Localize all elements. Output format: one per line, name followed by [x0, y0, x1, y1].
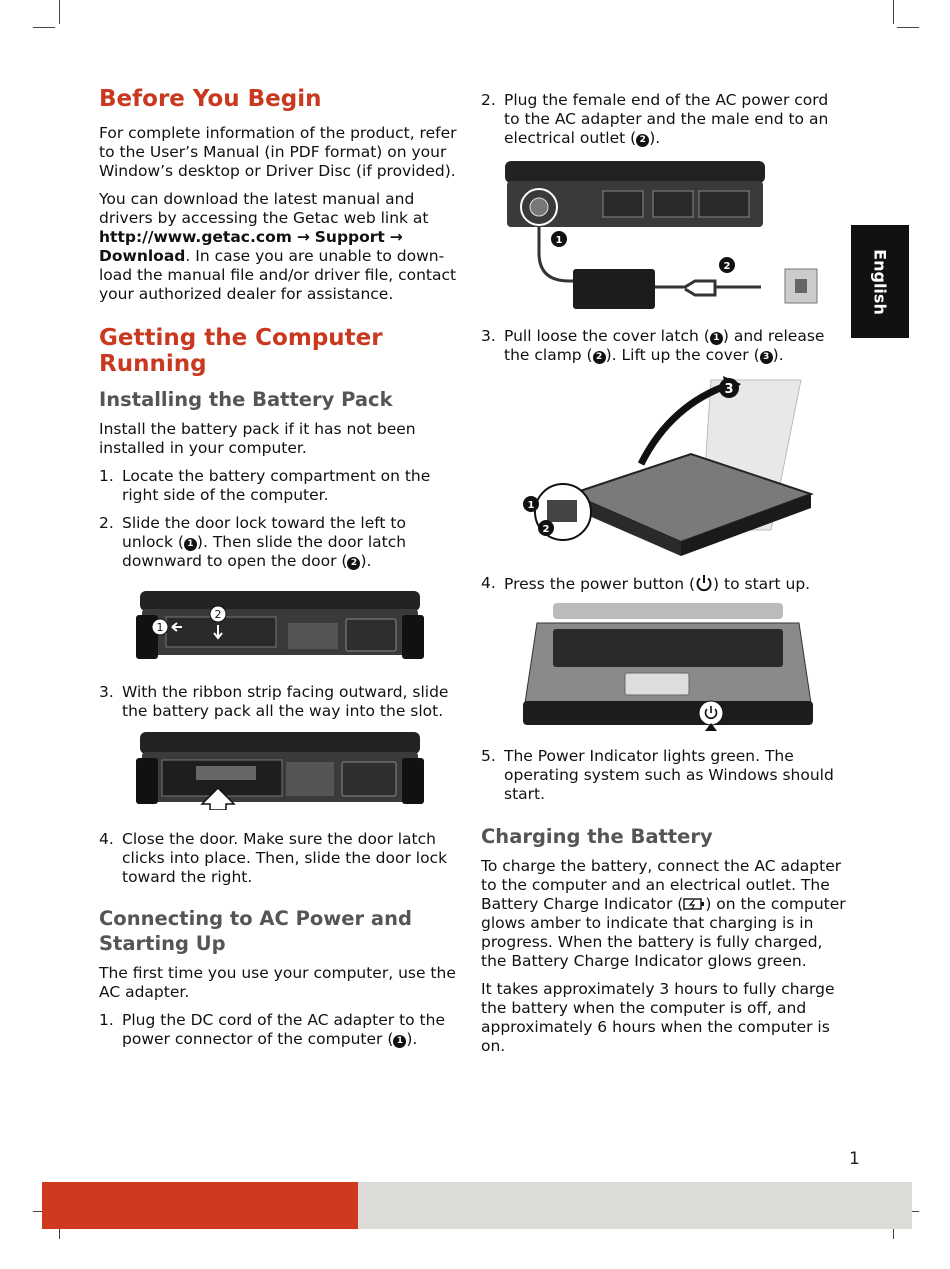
- battery-step-2: [99, 514, 459, 571]
- circled-number-icon: 2: [347, 557, 360, 570]
- before-you-begin-heading: Before You Begin: [99, 86, 322, 112]
- battery-insert-illustration: [136, 730, 426, 810]
- open-cover-illustration: [511, 374, 851, 564]
- charging-paragraph-1: [481, 857, 846, 971]
- footer-bar-red: [42, 1182, 358, 1229]
- installing-battery-heading: Installing the Battery Pack: [99, 388, 393, 411]
- text-span: ). Lift up the cover (: [605, 346, 760, 364]
- ac-step-5: [481, 747, 846, 804]
- text-span: ).: [360, 552, 372, 570]
- text-span: ) to start up.: [713, 575, 811, 593]
- ac-power-heading: Connecting to AC Power and Starting Up: [99, 907, 412, 955]
- ac-adapter-illustration: [503, 157, 843, 317]
- text-span: ).: [649, 129, 661, 147]
- text-span: ).: [772, 346, 784, 364]
- crop-mark: [59, 0, 60, 24]
- step-number: 3.: [481, 327, 496, 345]
- footer-bar-grey: [358, 1182, 912, 1229]
- step-text: [122, 1011, 459, 1049]
- arrow-icon: →: [296, 228, 310, 246]
- crop-mark: [897, 27, 919, 28]
- ac-intro: The first time you use your computer, use the AC adapter.: [99, 964, 456, 1001]
- text-span: Plug the DC cord of the AC adapter to the power connector of the computer (: [122, 1011, 445, 1048]
- language-label: English: [870, 248, 890, 315]
- mark-1-label: 1: [527, 500, 535, 511]
- charging-paragraph-2: It takes approximately 3 hours to fully charge the battery when the computer is off, and approximately 6 hours when the computer is on.: [481, 980, 835, 1055]
- getting-running-heading: Getting the Computer Running: [99, 325, 383, 377]
- circled-number-icon: 2: [636, 134, 649, 147]
- step-text: [504, 91, 846, 148]
- ac-step-1: [99, 1011, 459, 1049]
- mark-3-label: 3: [724, 382, 734, 397]
- text-span: ). Then slide the door latch downward to open the door (: [122, 533, 407, 570]
- circled-number-icon: 1: [393, 1035, 406, 1048]
- battery-step-4: [99, 830, 459, 887]
- battery-charge-icon: [683, 897, 705, 911]
- text-span: ).: [406, 1030, 418, 1048]
- text-span: Plug the female end of the AC power cord to the AC adapter and the male end to an electrical outlet (: [504, 91, 829, 147]
- step-text: Close the door. Make sure the door latch clicks into place. Then, slide the door lock toward the right.: [122, 830, 448, 886]
- step-text: [122, 514, 459, 571]
- crop-mark: [33, 27, 55, 28]
- ac-step-3: [481, 327, 846, 365]
- power-button-illustration: [523, 603, 813, 733]
- getac-link[interactable]: http://www.getac.com: [99, 228, 292, 246]
- before-paragraph-2: [99, 190, 459, 304]
- text-span: ) and release the clamp (: [504, 327, 825, 364]
- mark-1-label: 1: [156, 621, 164, 634]
- battery-door-illustration: [136, 583, 426, 663]
- step-text: Locate the battery compartment on the right side of the computer.: [122, 467, 431, 504]
- step-number: 2.: [99, 514, 114, 532]
- power-icon: [695, 574, 713, 592]
- mark-2-label: 2: [214, 608, 222, 621]
- support-label: Support: [314, 228, 385, 246]
- step-number: 4.: [99, 830, 114, 848]
- circled-number-icon: 3: [760, 351, 773, 364]
- text-span: Press the power button (: [504, 575, 696, 593]
- step-number: 3.: [99, 683, 114, 701]
- text-span: Pull loose the cover latch (: [504, 327, 710, 345]
- ac-step-4: [481, 574, 846, 594]
- circled-number-icon: 1: [184, 538, 197, 551]
- arrow-icon: →: [389, 228, 403, 246]
- step-text: The Power Indicator lights green. The operating system such as Windows should start.: [504, 747, 834, 803]
- circled-number-icon: 1: [710, 332, 723, 345]
- step-text: With the ribbon strip facing outward, slide the battery pack all the way into the slot.: [122, 683, 449, 720]
- ac-step-2: [481, 91, 846, 148]
- mark-2-label: 2: [723, 261, 731, 272]
- step-text: [504, 327, 846, 365]
- mark-1-label: 1: [555, 235, 563, 246]
- download-label: Download: [99, 247, 186, 265]
- circled-number-icon: 2: [593, 351, 606, 364]
- battery-intro: Install the battery pack if it has not been installed in your computer.: [99, 420, 416, 457]
- step-number: 4.: [481, 574, 496, 592]
- text-span: ) on the computer glows amber to indicate that charging is in progress. When the battery is fully charged, the Battery Charge Indicator glows green.: [481, 895, 846, 970]
- crop-mark: [893, 0, 894, 24]
- mark-2-label: 2: [542, 524, 550, 535]
- language-tab: [851, 225, 909, 338]
- step-text: [504, 574, 846, 594]
- before-paragraph-1: For complete information of the product, refer to the User’s Manual (in PDF format) on your Window’s desktop or Driver Disc (if provided).: [99, 124, 457, 180]
- battery-step-3: [99, 683, 459, 721]
- text-span: To charge the battery, connect the AC adapter to the computer and an electrical outlet. The Battery Charge Indicator (: [481, 857, 842, 913]
- right-column: [481, 91, 846, 1065]
- text-span: You can download the latest manual and drivers by accessing the Getac web link at: [99, 190, 429, 227]
- text-span: . In case you are unable to down-load the manual file and/or driver file, contact your authorized dealer for assistance.: [99, 247, 457, 303]
- battery-step-1: [99, 467, 459, 505]
- step-number: 1.: [99, 467, 114, 485]
- charging-heading: Charging the Battery: [481, 825, 713, 848]
- step-number: 5.: [481, 747, 496, 765]
- text-span: Slide the door lock toward the left to unlock (: [122, 514, 406, 551]
- step-number: 2.: [481, 91, 496, 109]
- left-column: [99, 86, 459, 1058]
- page-number: 1: [849, 1149, 860, 1169]
- step-number: 1.: [99, 1011, 114, 1029]
